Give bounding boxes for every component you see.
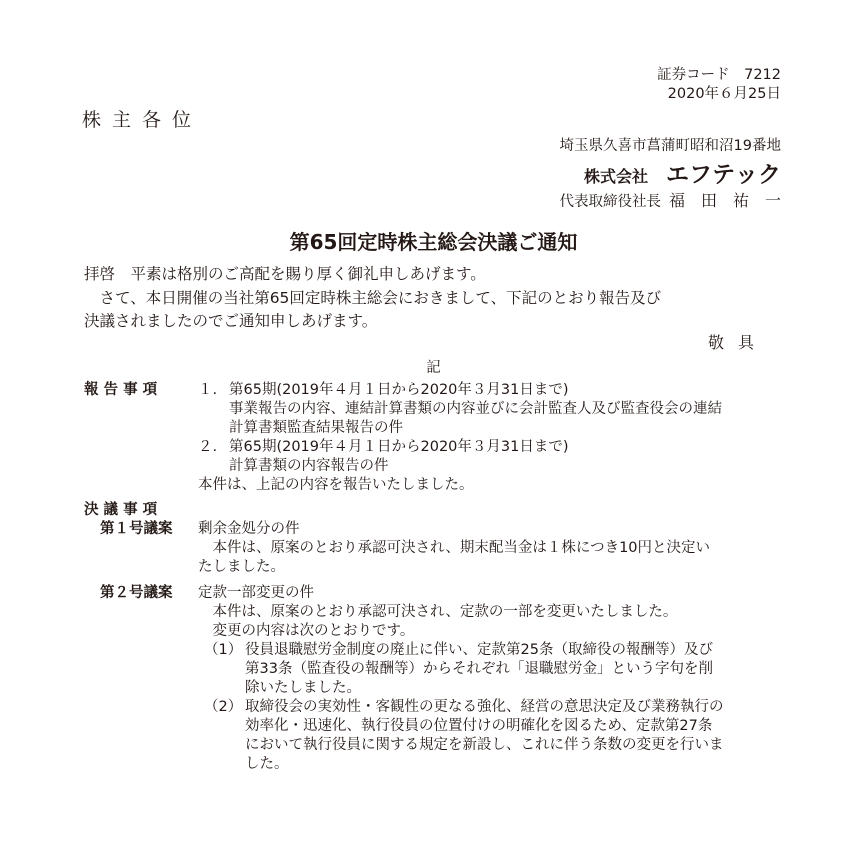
change-1-line-1: 役員退職慰労金制度の廃止に伴い、定款第25条（取締役の報酬等）及び: [245, 642, 713, 658]
representative: [559, 188, 797, 211]
proposal-1-subject: 剰余金処分の件: [198, 521, 300, 537]
proposal-2-subject: 定款一部変更の件: [198, 585, 314, 601]
change-1-line-2: 第33条（監査役の報酬等）からそれぞれ「退職慰労金」という字句を削: [245, 661, 713, 677]
addressee: 株主各位: [82, 109, 203, 131]
report-item-2-line-1: 計算書類の内容報告の件: [229, 458, 389, 474]
report-item-1-line-1: 事業報告の内容、連結計算書類の内容並びに会計監査人及び監査役会の連結: [229, 401, 722, 417]
proposal-1-line-2: たしました。: [198, 559, 285, 575]
greeting-line-1: 拝啓 平素は格別のご高配を賜り厚く御礼申しあげます。: [84, 265, 486, 283]
notice-date: 2020年６月25日: [667, 86, 781, 102]
greeting-line-3: 決議されましたのでご通知申しあげます。: [84, 312, 378, 330]
closing-keigu: 敬具: [708, 333, 769, 352]
document-title: 第65回定時株主総会決議ご通知: [289, 230, 578, 254]
greeting-line-2: さて、本日開催の当社第65回定時株主総会におきまして、下記のとおり報告及び: [84, 289, 662, 307]
report-item-2-period: 第65期(2019年４月１日から2020年３月31日まで): [229, 439, 569, 455]
proposal-1-line-1: 本件は、原案のとおり承認可決され、期末配当金は１株につき10円と決定い: [198, 540, 711, 556]
report-item-1-period: 第65期(2019年４月１日から2020年３月31日まで): [229, 382, 569, 398]
report-item-1-line-2: 計算書類監査結果報告の件: [229, 420, 403, 436]
change-2-num: （2）: [204, 699, 243, 715]
proposal-1-label: 第１号議案: [100, 521, 173, 537]
company-prefix: 株式会社: [583, 167, 648, 186]
proposal-2-line-1: 本件は、原案のとおり承認可決され、定款の一部を変更いたしました。: [198, 604, 678, 620]
report-item-1-num: １.: [198, 382, 218, 398]
reports-heading: 報 告 事 項: [84, 382, 158, 398]
change-1-line-3: 除いたしました。: [245, 680, 361, 696]
representative-title: 代表取締役社長: [559, 194, 661, 210]
reports-note: 本件は、上記の内容を報告いたしました。: [198, 477, 474, 493]
change-2-line-3: において執行役員に関する規定を新設し、これに伴う条数の変更を行いま: [245, 737, 724, 753]
company-name-block: [584, 156, 781, 189]
representative-name: 福田祐一: [668, 191, 797, 210]
change-2-line-4: した。: [245, 756, 289, 772]
proposal-2-label: 第２号議案: [100, 585, 173, 601]
company-address: 埼玉県久喜市菖蒲町昭和沼19番地: [559, 138, 781, 154]
resolutions-heading: 決 議 事 項: [84, 502, 158, 518]
change-1-num: （1）: [204, 642, 243, 658]
report-item-2-num: ２.: [198, 439, 218, 455]
ki-heading: 記: [426, 360, 441, 376]
change-2-line-2: 効率化・迅速化、執行役員の位置付けの明確化を図るため、定款第27条: [245, 718, 713, 734]
change-2-line-1: 取締役会の実効性・客観性の更なる強化、経営の意思決定及び業務執行の: [245, 699, 724, 715]
securities-code: 証券コード 7212: [657, 67, 781, 83]
proposal-2-line-2: 変更の内容は次のとおりです。: [198, 623, 415, 639]
company-name: エフテック: [666, 162, 781, 188]
